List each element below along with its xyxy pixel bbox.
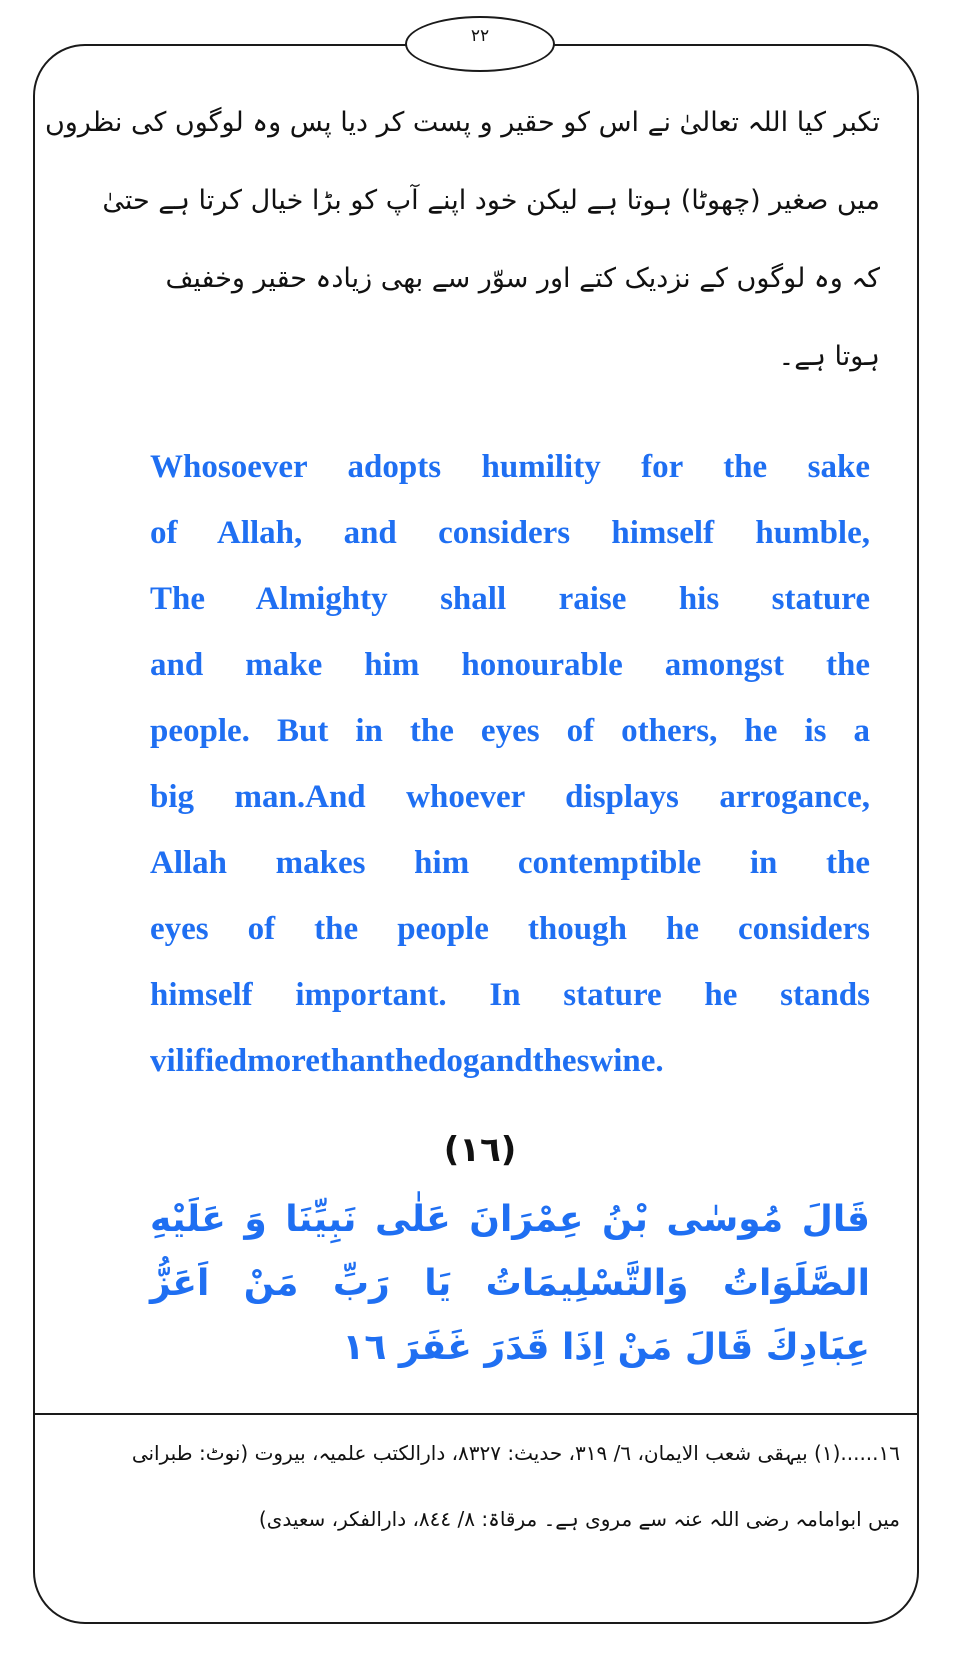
english-line: eyes of the people though he considers <box>150 911 870 947</box>
urdu-line: ہوتا ہے۔ <box>778 341 880 372</box>
arabic-line: قَالَ مُوسٰى بْنُ عِمْرَانَ عَلٰى نَبِيِّنَا وَ عَلَيْهِ <box>150 1199 870 1240</box>
english-line: Allah makes him contemptible in the <box>150 845 870 881</box>
english-line: Whosoever adopts humility for the sake <box>150 449 870 485</box>
page-number-text: ۲۲ <box>470 26 490 46</box>
urdu-line: تکبر کیا اللہ تعالیٰ نے اس کو حقیر و پست کر دیا پس وہ لوگوں کی نظروں <box>44 107 880 138</box>
footnote <box>60 1420 900 1552</box>
arabic-hadith <box>150 1188 870 1380</box>
footnote-line: ١٦......(١) بیہقی شعب الایمان، ٦/ ٣١٩، حدیث: ٨٣٢٧، دارالکتب علمیہ، بیروت (نوٹ: طبرانی <box>131 1441 900 1465</box>
english-line: himself important. In stature he stands <box>150 977 870 1013</box>
english-line: The Almighty shall raise his stature <box>150 581 870 617</box>
urdu-line: کہ وہ لوگوں کے نزدیک کتے اور سوّر سے بھی زیادہ حقیر وخفیف <box>165 263 880 294</box>
urdu-paragraph <box>44 98 880 410</box>
english-translation <box>150 440 870 1100</box>
hadith-number: (١٦) <box>443 1130 517 1170</box>
footnote-line: میں ابوامامہ رضی اللہ عنہ سے مروی ہے۔ مرقاۃ: ٨/ ٨٤٤، دارالفکر، سعیدی) <box>258 1507 900 1531</box>
english-line: vilifiedmorethanthedogandtheswine. <box>150 1043 664 1079</box>
english-line: and make him honourable amongst the <box>150 647 870 683</box>
english-line: of Allah, and considers himself humble, <box>150 515 870 551</box>
arabic-line: الصَّلَوَاتُ وَالتَّسْلِيمَاتُ يَا رَبِّ مَنْ اَعَزُّ <box>150 1263 870 1304</box>
english-line: big man.And whoever displays arrogance, <box>150 779 870 815</box>
footnote-divider <box>35 1413 917 1415</box>
page-number <box>405 16 555 72</box>
urdu-line: میں صغیر (چھوٹا) ہوتا ہے لیکن خود اپنے آپ کو بڑا خیال کرتا ہے حتیٰ <box>102 185 880 216</box>
arabic-line: عِبَادِكَ قَالَ مَنْ اِذَا قَدَرَ غَفَرَ ١٦ <box>342 1327 870 1368</box>
english-line: people. But in the eyes of others, he is a <box>150 713 870 749</box>
